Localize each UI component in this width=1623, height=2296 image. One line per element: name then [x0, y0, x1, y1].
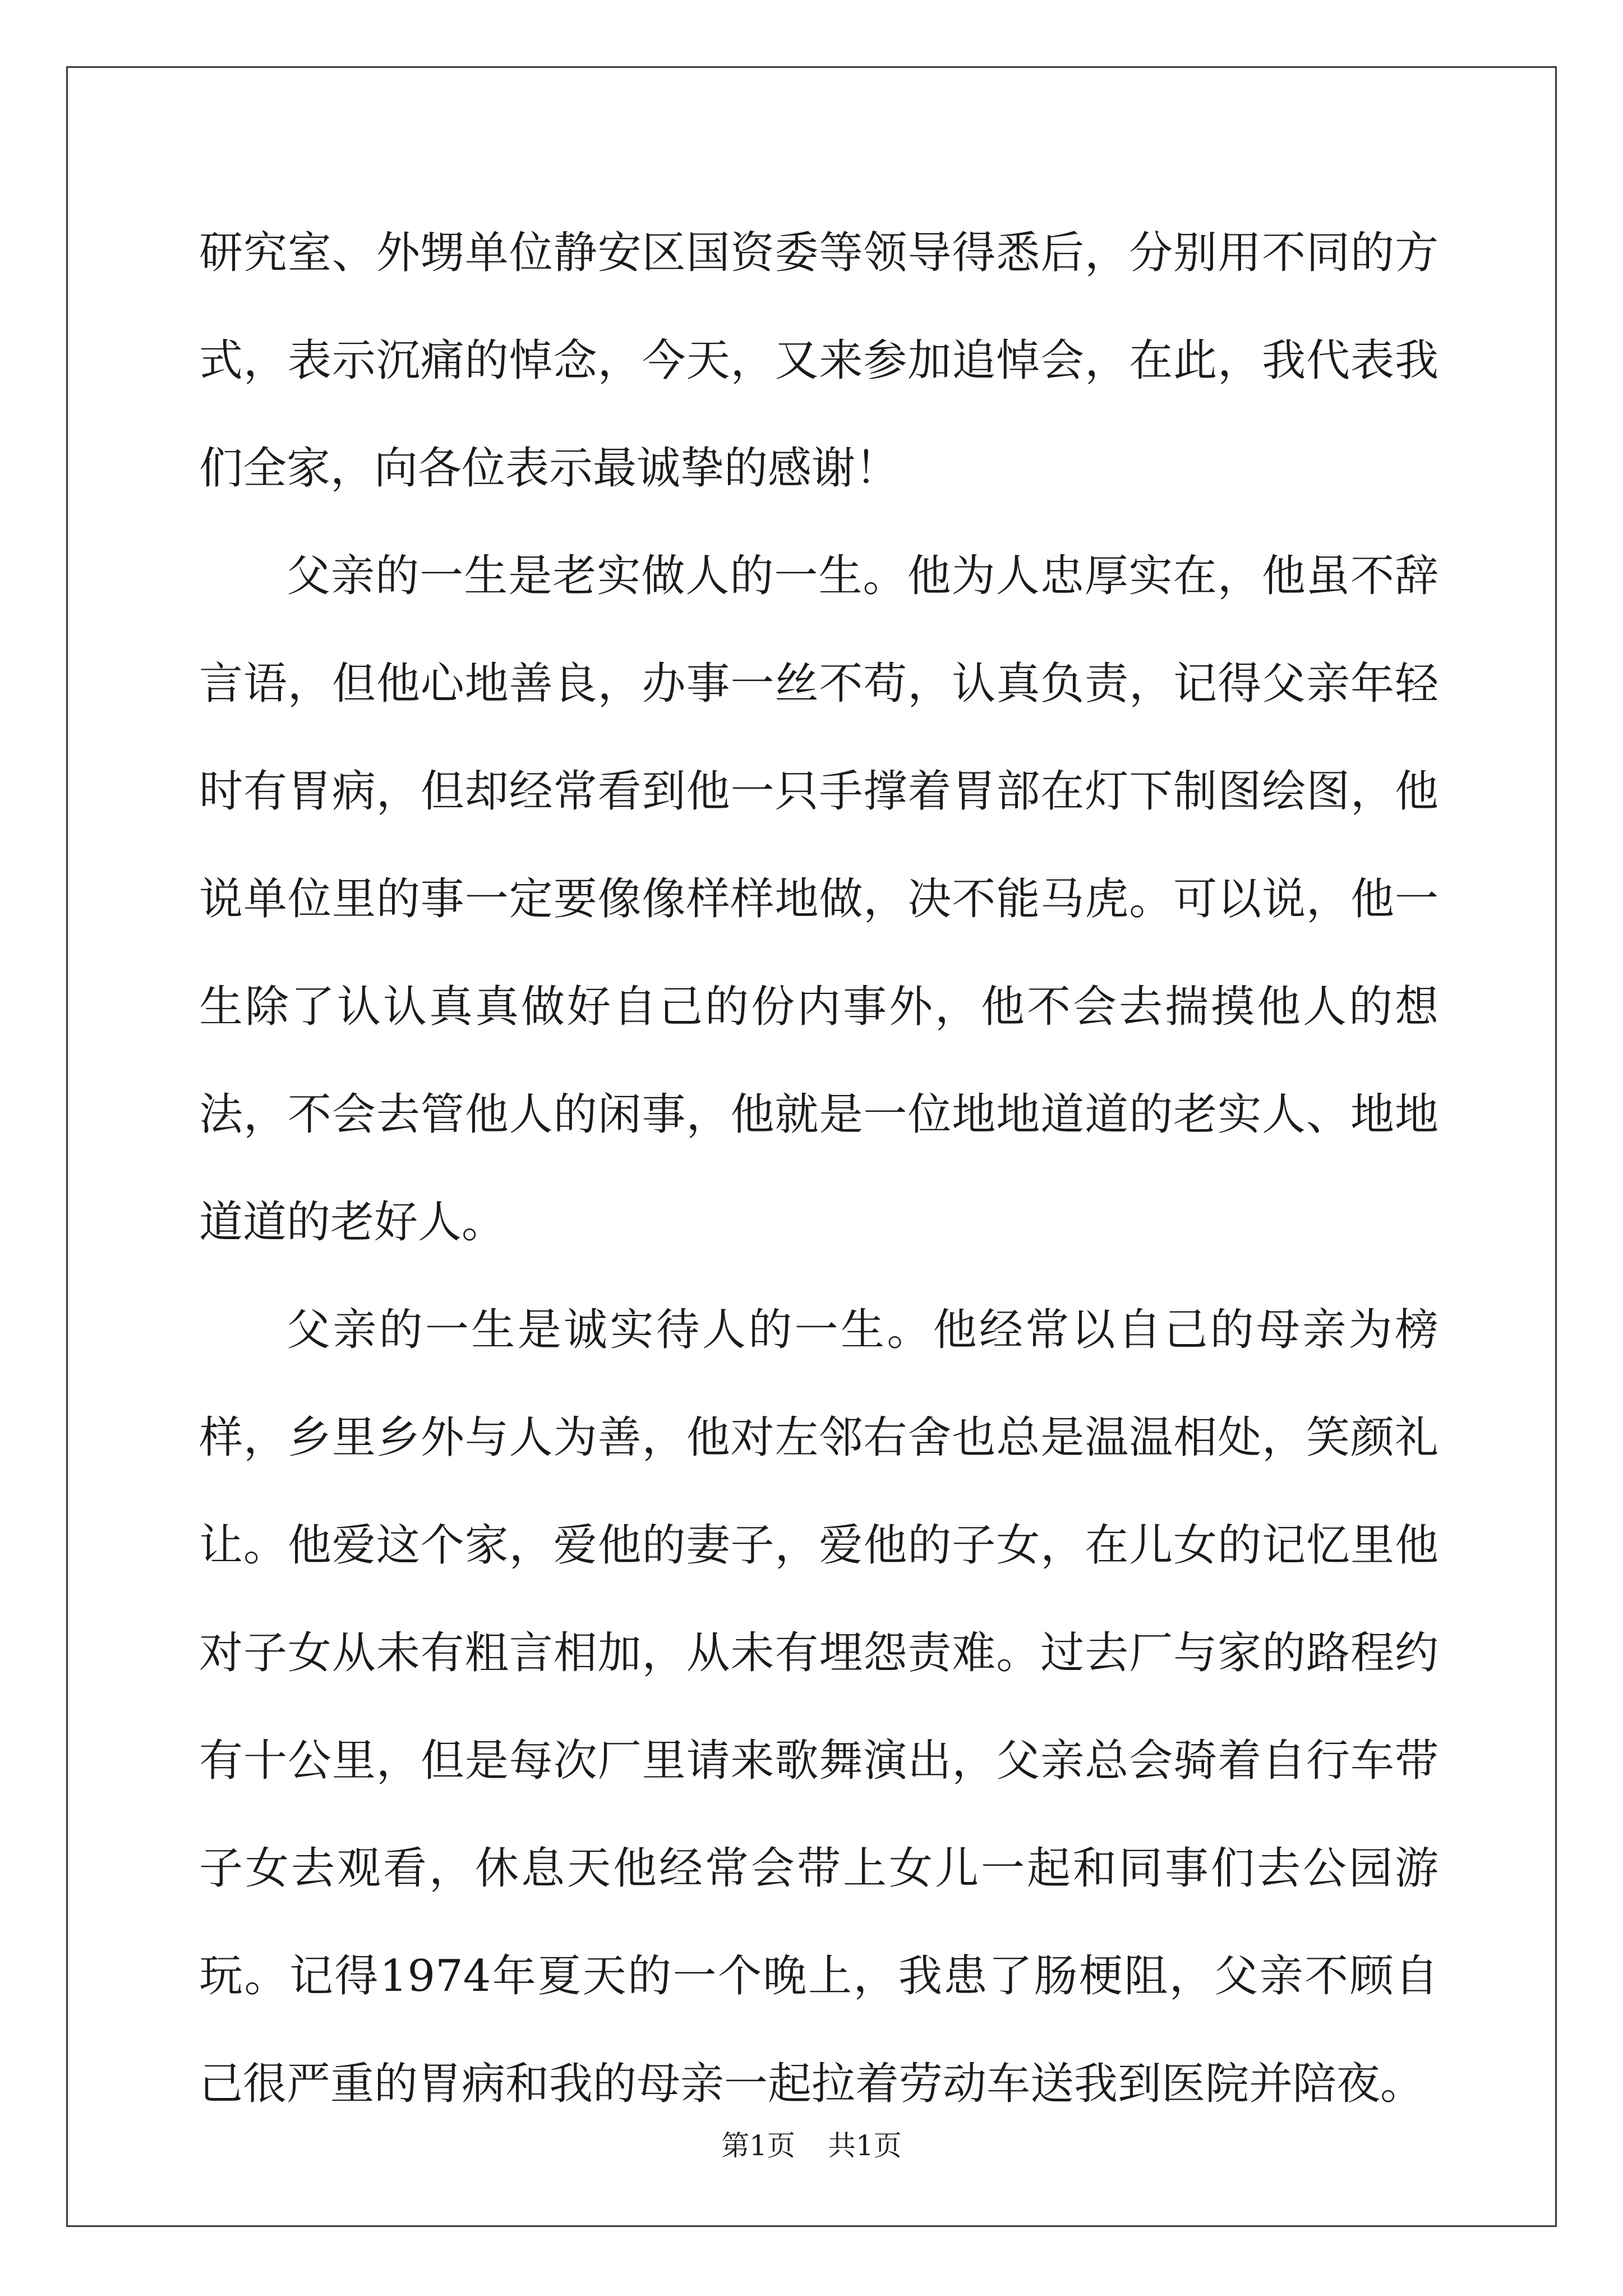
paragraph-2: 父亲的一生是老实做人的一生。他为人忠厚实在，他虽不辞言语，但他心地善良，办事一丝不苟，认真负责，记得父亲年轻时有胃病，但却经常看到他一只手撑着胃部在灯下制图绘图，他说单位里的事一定要像像样样地做，决不能马虎。可以说，他一生除了认认真真做好自己的份内事外，他不会去揣摸他人的想法，不会去管他人的闲事，他就是一位地地道道的老实人、地地道道的老好人。 — [199, 551, 1438, 1248]
page-total: 共1页 — [828, 2129, 902, 2162]
page-number: 第1页 — [721, 2129, 795, 2162]
page-footer — [0, 2123, 1623, 2164]
paragraph-3: 父亲的一生是诚实待人的一生。他经常以自己的母亲为榜样，乡里乡外与人为善，他对左邻右舍也总是温温相处，笑颜礼让。他爱这个家，爱他的妻子，爱他的子女，在儿女的记忆里他对子女从未有粗言相加，从未有埋怨责难。过去厂与家的路程约有十公里，但是每次厂里请来歌舞演出，父亲总会骑着自行车带子女去观看，休息天他经常会带上女儿一起和同事们去公园游玩。记得1974年夏天的一个晚上，我患了肠梗阻，父亲不顾自己很严重的胃病和我的母亲一起拉着劳动车送我到医院并陪夜。 — [199, 1305, 1438, 2109]
document-body — [199, 199, 1438, 2138]
paragraph-1: 研究室、外甥单位静安区国资委等领导得悉后，分别用不同的方式，表示沉痛的悼念，今天，又来参加追悼会，在此，我代表我们全家，向各位表示最诚挚的感谢！ — [199, 228, 1438, 494]
